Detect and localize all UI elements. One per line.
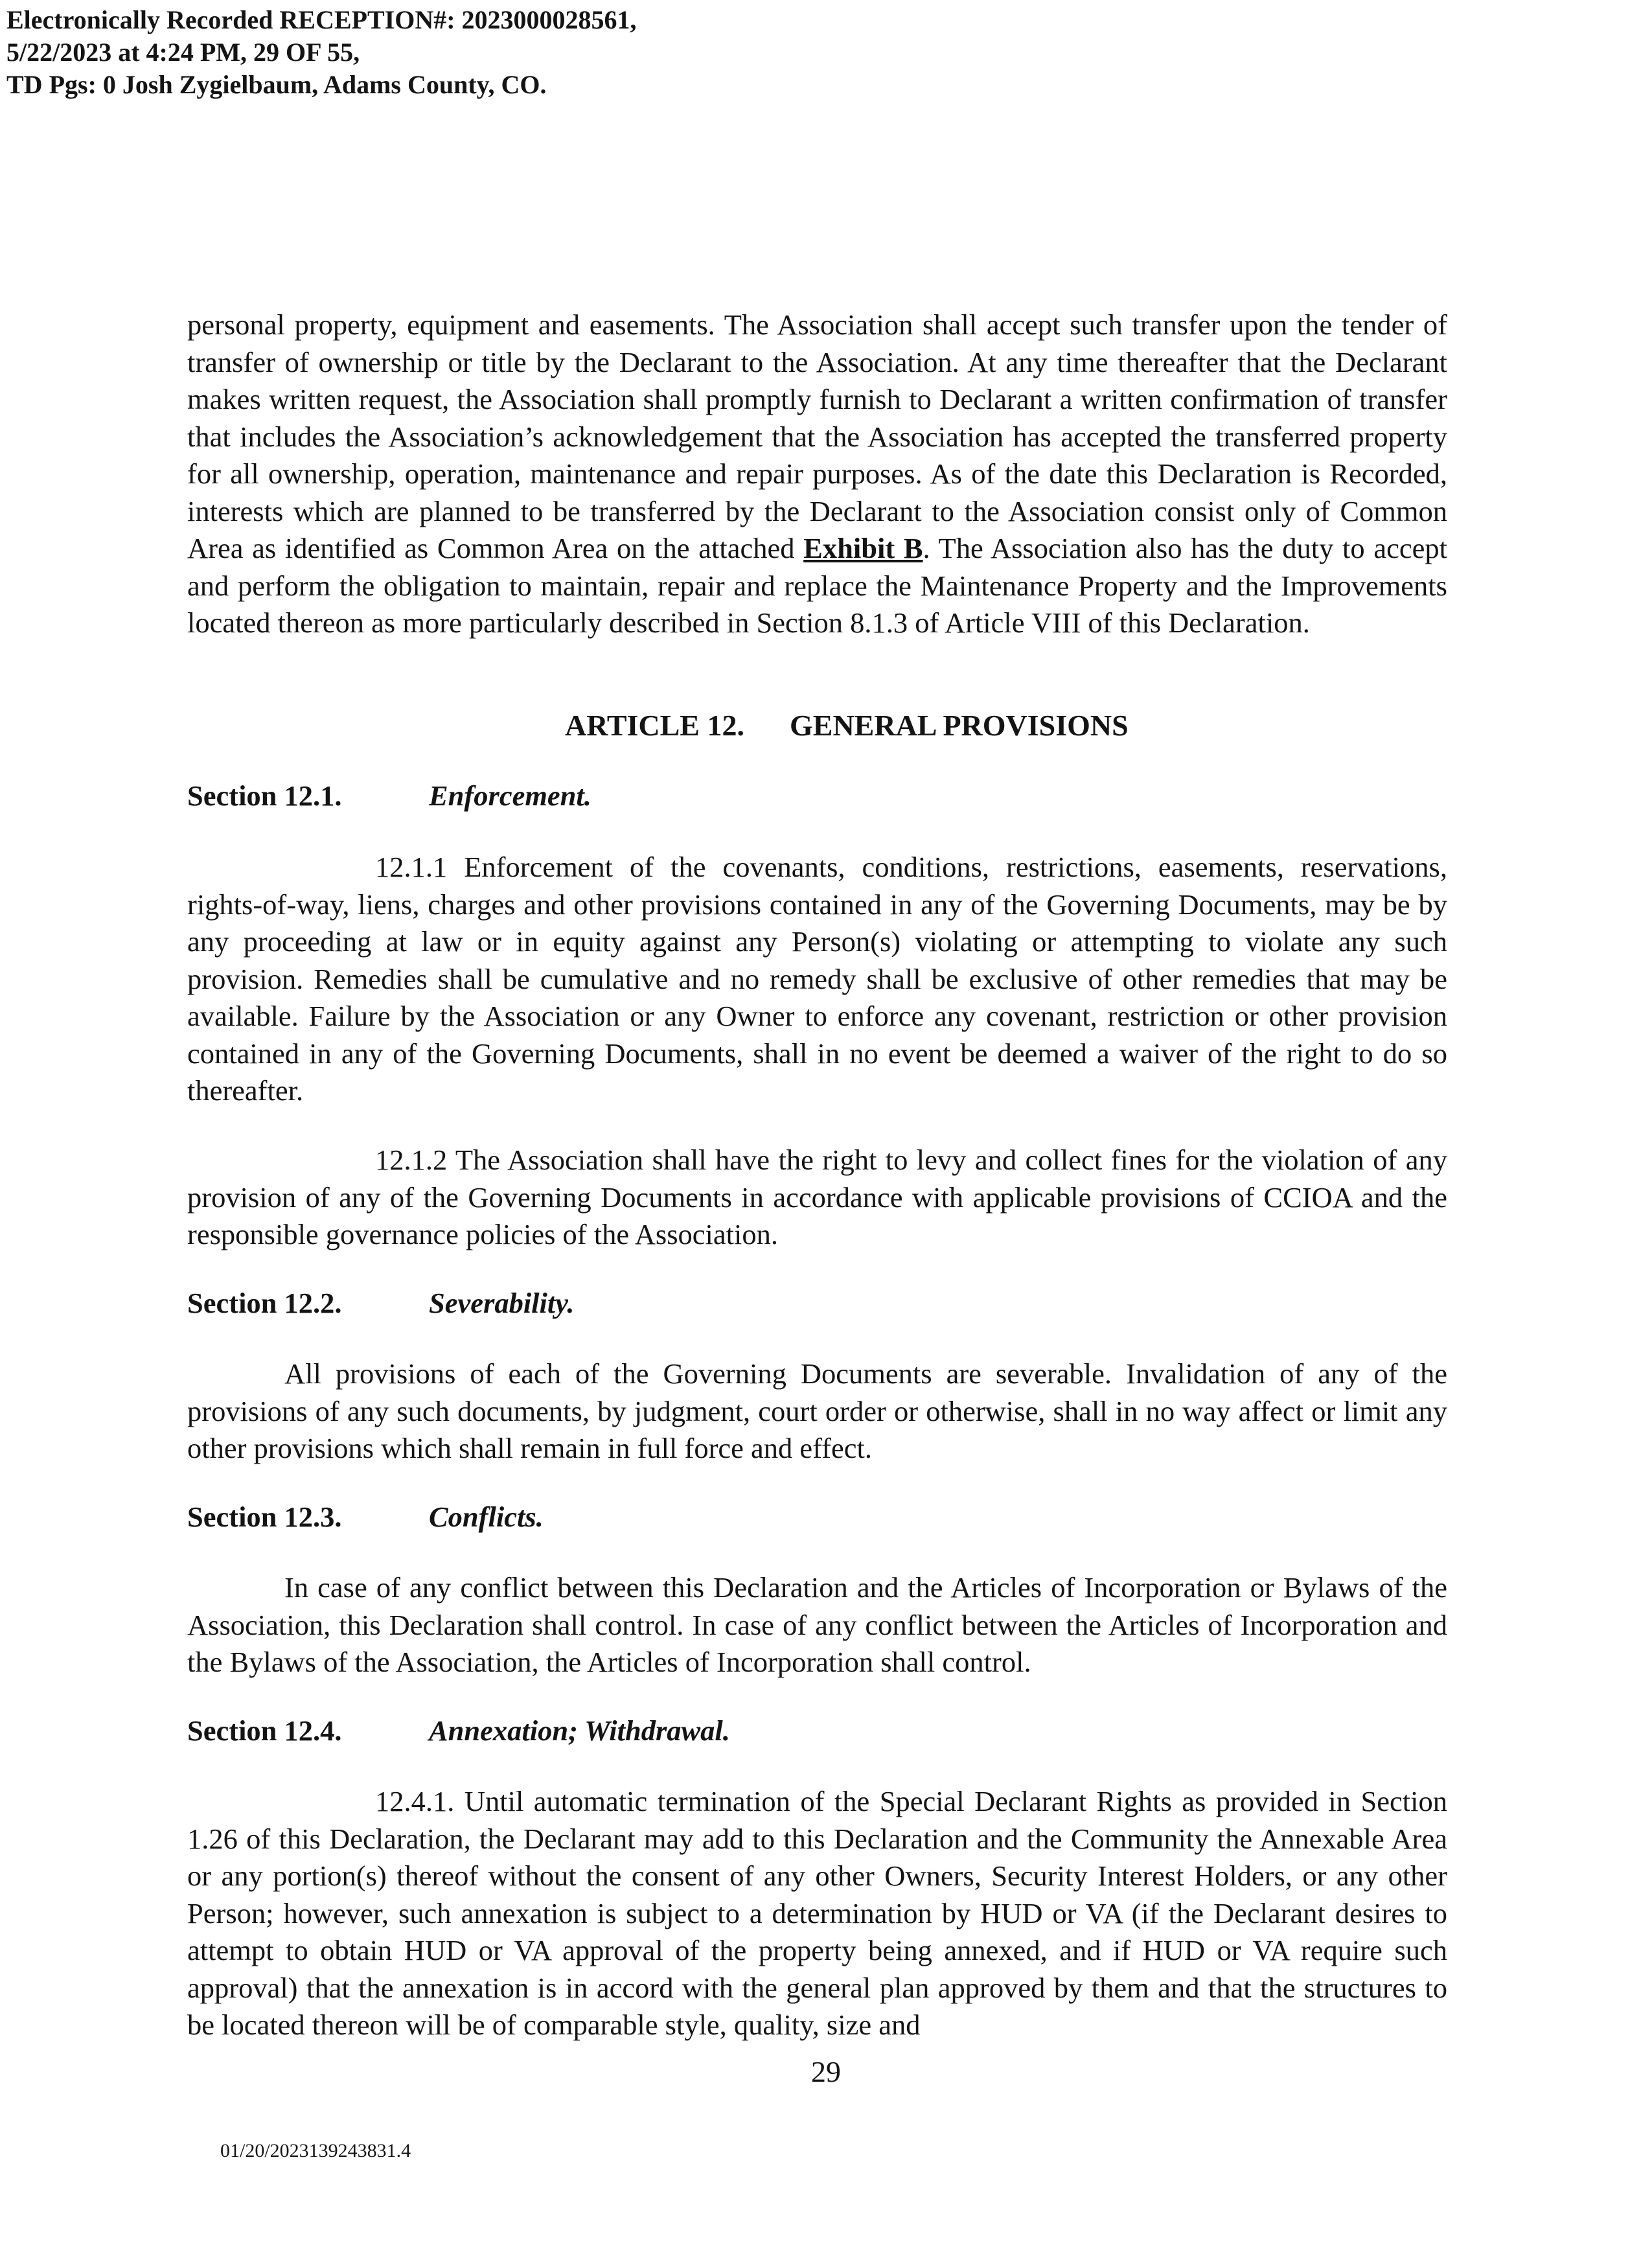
article-number: ARTICLE 12.	[565, 709, 744, 742]
continuation-text-before: personal property, equipment and easements. The Association shall accept such transfer upon the tender of transfer of ownership or title by the Declarant to the Association. At any time thereafter that the Declarant makes written request, the Association shall promptly furnish to Declarant a written confirmation of transfer that includes the Association’s acknowledgement that the Association has accepted the transferred property for all ownership, operation, maintenance and repair purposes. As of the date this Declaration is Recorded, interests which are planned to be transferred by the Declarant to the Association consist only of Common Area as identified as Common Area on the attached	[187, 308, 1447, 564]
continuation-text-after: . The Association also has the duty to accept and perform the obligation to maintain, repair and replace the Maintenance Property and the Improvements located thereon as more particularly described in Section 8.1.3 of Article VIII of this Declaration.	[187, 532, 1447, 639]
stamp-line-county: TD Pgs: 0 Josh Zygielbaum, Adams County, CO.	[6, 70, 547, 99]
paragraph-12-4-1: 12.4.1. Until automatic termination of the Special Declarant Rights as provided in Section 1.26 of this Declaration, the Declarant may add to this Declaration and the Community the Annexable Area or any portion(s) thereof without the consent of any other Owners, Security Interest Holders, or any other Person; however, such annexation is subject to a determination by HUD or VA (if the Declarant desires to attempt to obtain HUD or VA approval of the property being annexed, and if HUD or VA require such approval) that the annexation is in accord with the general plan approved by them and that the structures to be located thereon will be of comparable style, quality, size and	[187, 1785, 1447, 2041]
section-heading-12-4	[187, 1712, 730, 1749]
article-heading	[565, 708, 1129, 744]
paragraph-conflicts: In case of any conflict between this Declaration and the Articles of Incorporation or Bylaws of the Association, this Declaration shall control. In case of any conflict between the Articles of Incorporation and the Bylaws of the Association, the Articles of Incorporation shall control.	[187, 1571, 1447, 1678]
section-title: Conflicts.	[429, 1501, 544, 1533]
section-heading-12-1	[187, 777, 591, 814]
section-number: Section 12.4.	[187, 1714, 342, 1747]
section-heading-12-3	[187, 1499, 544, 1535]
article-title: GENERAL PROVISIONS	[790, 709, 1129, 742]
page-number: 29	[811, 2055, 841, 2088]
paragraph-12-1-1: 12.1.1 Enforcement of the covenants, conditions, restrictions, easements, reservations, rights-of-way, liens, charges and other provisions contained in any of the Governing Documents, may be by any proceeding at law or in equity against any Person(s) violating or attempting to violate any such provision. Remedies shall be cumulative and no remedy shall be exclusive of other remedies that may be available. Failure by the Association or any Owner to enforce any covenant, restriction or other provision contained in any of the Governing Documents, shall in no event be deemed a waiver of the right to do so thereafter.	[187, 851, 1447, 1107]
recording-stamp	[6, 4, 637, 101]
exhibit-b-reference: Exhibit B	[803, 532, 923, 564]
section-number: Section 12.3.	[187, 1501, 342, 1533]
paragraph-12-1-2: 12.1.2 The Association shall have the right to levy and collect fines for the violation of any provision of any of the Governing Documents in accordance with applicable provisions of CCIOA and the responsible governance policies of the Association.	[187, 1144, 1447, 1250]
section-title: Severability.	[429, 1287, 575, 1319]
paragraph-severability: All provisions of each of the Governing Documents are severable. Invalidation of any of the provisions of any such documents, by judgment, court order or otherwise, shall in no way affect or limit any other provisions which shall remain in full force and effect.	[187, 1357, 1447, 1464]
stamp-line-date: 5/22/2023 at 4:24 PM, 29 OF 55,	[6, 38, 360, 67]
section-number: Section 12.1.	[187, 779, 342, 812]
section-title: Enforcement.	[429, 779, 591, 812]
document-id: 01/20/2023139243831.4	[220, 2140, 411, 2161]
stamp-line-reception: Electronically Recorded RECEPTION#: 2023000028561,	[6, 5, 637, 34]
section-heading-12-2	[187, 1285, 575, 1321]
continuation-paragraph	[187, 306, 1447, 642]
section-title: Annexation; Withdrawal.	[429, 1714, 730, 1747]
section-number: Section 12.2.	[187, 1287, 342, 1319]
